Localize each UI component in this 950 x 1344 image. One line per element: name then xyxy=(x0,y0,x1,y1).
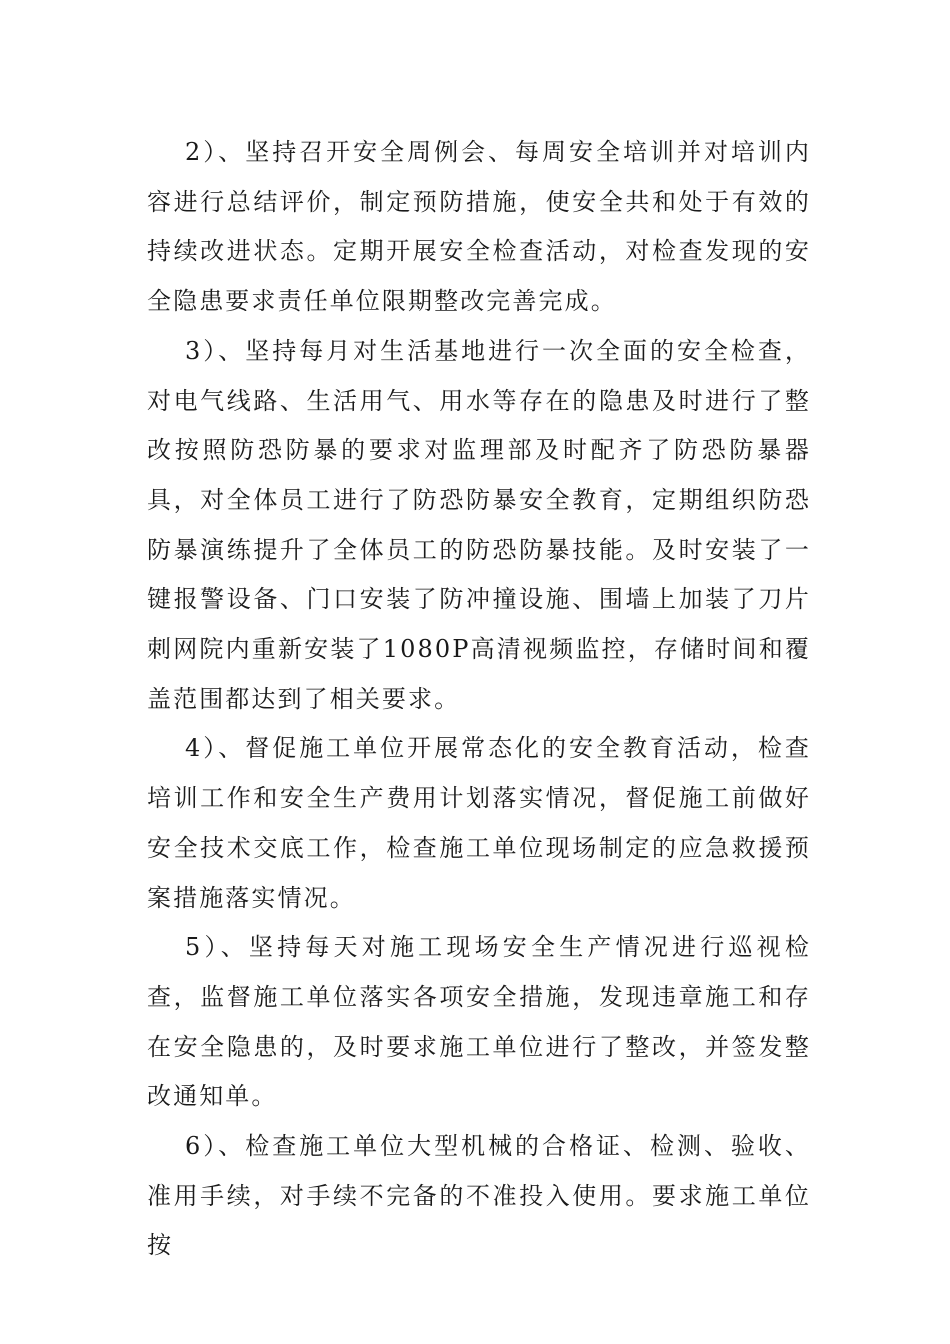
document-body xyxy=(147,128,811,1271)
paragraph-3: 3）、坚持每月对生活基地进行一次全面的安全检查，对电气线路、生活用气、用水等存在的隐患及时进行了整改按照防恐防暴的要求对监理部及时配齐了防恐防暴器具，对全体员工进行了防恐防暴安全教育，定期组织防恐防暴演练提升了全体员工的防恐防暴技能。及时安装了一键报警设备、门口安装了防冲撞设施、围墙上加装了刀片刺网院内重新安装了1080P高清视频监控，存储时间和覆盖范围都达到了相关要求。 xyxy=(147,336,811,713)
paragraph-2: 2）、坚持召开安全周例会、每周安全培训并对培训内容进行总结评价，制定预防措施，使安全共和处于有效的持续改进状态。定期开展安全检查活动，对检查发现的安全隐患要求责任单位限期整改完善完成。 xyxy=(147,138,811,316)
paragraph-4: 4）、督促施工单位开展常态化的安全教育活动，检查培训工作和安全生产费用计划落实情况，督促施工前做好安全技术交底工作，检查施工单位现场制定的应急救援预案措施落实情况。 xyxy=(147,734,811,912)
paragraph-5: 5）、坚持每天对施工现场安全生产情况进行巡视检查，监督施工单位落实各项安全措施，发现违章施工和存在安全隐患的，及时要求施工单位进行了整改，并签发整改通知单。 xyxy=(147,933,811,1111)
paragraph-6: 6）、检查施工单位大型机械的合格证、检测、验收、准用手续，对手续不完备的不准投入使用。要求施工单位按 xyxy=(147,1132,811,1260)
